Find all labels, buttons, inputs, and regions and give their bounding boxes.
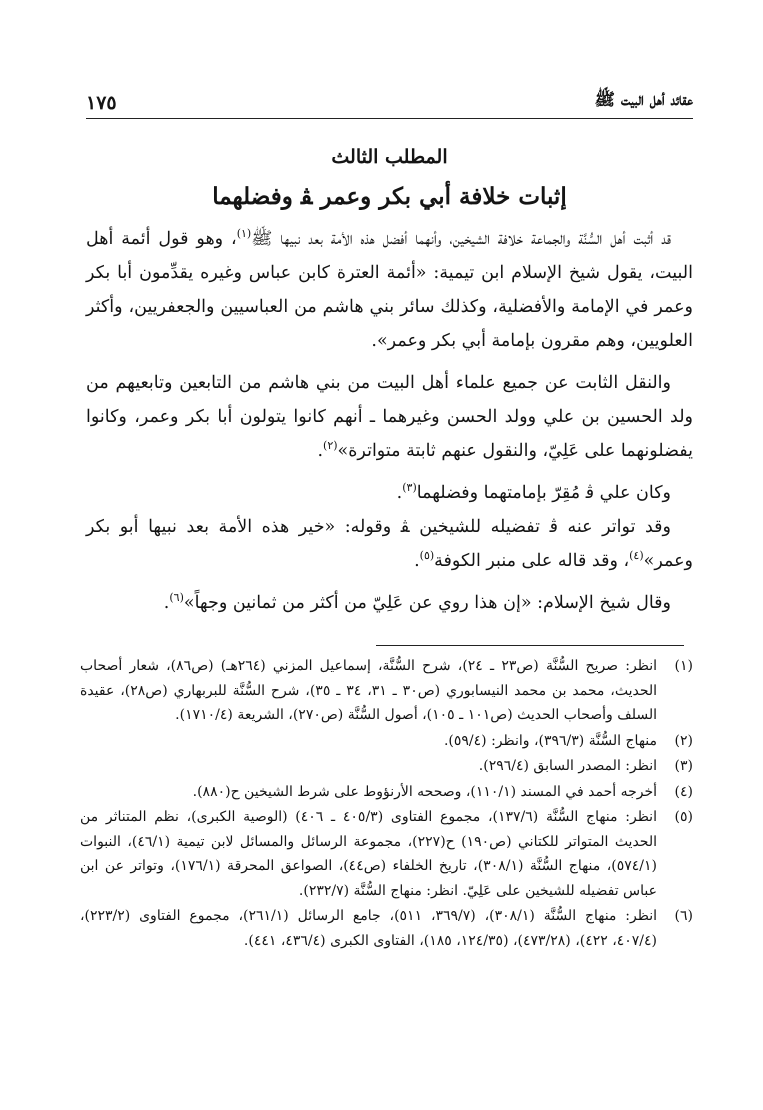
paragraph-text: قد أثبت أهل السُّنَّة والجماعة خلافة الشيخين، وأنهما أفضل هذه الأمة بعد نبيها ﷺ [251, 229, 671, 249]
paragraph-text: والنقل الثابت عن جميع علماء أهل البيت من بني هاشم من التابعين وتابعيهم من ولد الحسين بن علي وولد الحسن وغيرهما ـ أنهم كانوا يتولون أبا بكر وعمر، وكانوا يفضلونهما على عَلِيّ، والنقول عنهم ثابتة متواترة» [86, 373, 693, 461]
paragraph-text: وقال شيخ الإسلام: «إن هذا روي عن عَلِيّ من أكثر من ثمانين وجهاً» [183, 593, 671, 613]
footnote-text: انظر: المصدر السابق (٢٩٦/٤). [478, 758, 657, 774]
main-title: إثبات خلافة أبي بكر وعمر ﭭ وفضلهما [212, 183, 567, 210]
footnote-number: (٦) [674, 908, 693, 924]
paragraph [86, 366, 693, 468]
paragraph-text: . [414, 551, 420, 571]
footnote-number: (٤) [674, 783, 693, 800]
paragraph-text: وكان علي ﭬ مُقِرّ بإمامتهما وفضلهما [416, 483, 671, 503]
paragraph [86, 586, 693, 620]
page-header [86, 84, 693, 119]
footnote [80, 805, 693, 903]
paragraph-text: ، وهو قول أئمة أهل البيت، يقول شيخ الإسلام ابن تيمية: «أئمة العترة كابن عباس وغيره يقدِّمون أبا بكر وعمر في الإمامة والأفضلية، وكذلك سائر بني هاشم من العباسيين والجعفريين، وأكثر العلويين، وهم مقرون بإمامة أبي بكر وعمر». [86, 229, 693, 351]
footnote [80, 904, 693, 953]
footnote [80, 729, 693, 754]
paragraph [86, 222, 693, 358]
paragraph-text: . [163, 593, 170, 613]
section-heading: المطلب الثالث [331, 146, 448, 168]
body-text [86, 222, 693, 628]
footnote [80, 780, 693, 805]
footnote-marker: (٣) [402, 481, 417, 495]
paragraph-text: ، وقد قاله على منبر الكوفة [434, 551, 630, 571]
footnote-text: أخرجه أحمد في المسند (١١٠/١)، وصححه الأرنؤوط على شرط الشيخين ح(٨٨٠). [192, 783, 657, 800]
paragraph [86, 510, 693, 578]
page-number: ١٧٥ [86, 92, 117, 114]
footnote-marker: (٥) [419, 549, 435, 563]
footnote-text: انظر: صريح السُّنَّة (ص٢٣ ـ ٢٤)، شرح السُّنَّة، إسماعيل المزني (٢٦٤هـ) (ص٨٦)، شعار أصحاب الحديث، محمد بن محمد النيسابوري (ص٣٠ ـ ٣١، ٣٤ ـ ٣٥)، شرح السُّنَّة للبربهاري (ص٢٨)، عقيدة السلف وأصحاب الحديث (ص١٠١ ـ ١٠٥)، أصول السُّنَّة (ص٢٧٠)، الشريعة (١٧١٠/٤). [80, 658, 658, 723]
footnote-text: منهاج السُّنَّة (٣٩٦/٣)، وانظر: (٥٩/٤). [443, 732, 657, 749]
footnote-marker: (٢) [323, 439, 338, 453]
paragraph [86, 476, 693, 510]
footnote-number: (١) [674, 658, 693, 674]
footnote-marker: (١) [236, 227, 252, 241]
footnote-separator [376, 645, 684, 646]
footnote-number: (٣) [674, 758, 693, 774]
paragraph-text: . [317, 441, 324, 461]
footnotes [80, 654, 693, 954]
footnote [80, 654, 693, 728]
running-title: عقائد أهل البيت ﷺ [594, 90, 693, 110]
paragraph-text: وقد تواتر عنه ﭬ تفضيله للشيخين ﭭ وقوله: «خير هذه الأمة بعد نبيها أبو بكر وعمر» [86, 517, 693, 571]
footnote-text: انظر: منهاج السُّنَّة (١٣٧/٦)، مجموع الفتاوى (٤٠٥/٣ ـ ٤٠٦) (الوصية الكبرى)، نظم المتناثر من الحديث المتواتر للكتاني (ص١٩٠) ح(٢٢٧)، مجموعة الرسائل والمسائل لابن تيمية (٤٦/١)، النبوات (٥٧٤/١)، منهاج السُّنَّة (٣٠٨/١)، تاريخ الخلفاء (ص٤٤)، الصواعق المحرقة (١٧٦/١)، وتواتر عن ابن عباس تفضيله للشيخين على عَلِيّ. انظر: منهاج السُّنَّة (٢٣٢/٧). [80, 809, 657, 899]
footnote-number: (٥) [674, 809, 693, 825]
footnote [80, 754, 693, 779]
footnote-marker: (٦) [169, 591, 184, 605]
paragraph-text: . [396, 483, 403, 503]
footnote-number: (٢) [674, 732, 693, 749]
footnote-marker: (٤) [629, 549, 644, 563]
footnote-text: انظر: منهاج السُّنَّة (٣٠٨/١)، (٣٦٩/٧، ٥١١)، جامع الرسائل (٢٦١/١)، مجموع الفتاوى (٢٢٣/٢)، (٤٠٧/٤، ٤٢٢)، (٤٧٣/٢٨)، (١٢٤/٣٥، ١٨٥)، الفتاوى الكبرى (٤٣٦/٤، ٤٤١). [80, 908, 657, 949]
